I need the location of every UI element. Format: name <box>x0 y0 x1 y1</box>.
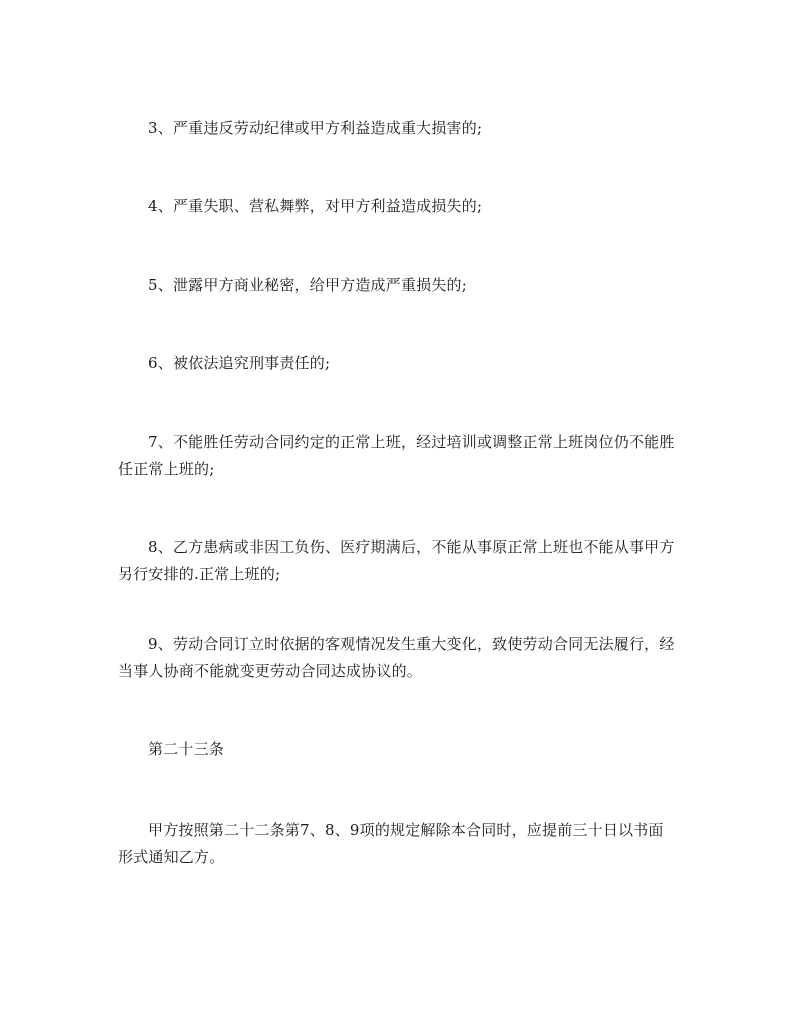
clause-item-4: 4、严重失职、营私舞弊，对甲方利益造成损失的; <box>148 197 483 215</box>
article-heading: 第二十三条 <box>148 740 225 758</box>
clause-item-7: 7、不能胜任劳动合同约定的正常上班，经过培训或调整正常上班岗位仍不能胜任正常上班的; <box>118 433 675 478</box>
article-body: 甲方按照第二十二条第7、8、9项的规定解除本合同时，应提前三十日以书面形式通知乙方。 <box>118 821 664 866</box>
clause-item-9: 9、劳动合同订立时依据的客观情况发生重大变化，致使劳动合同无法履行，经当事人协商不能就变更劳动合同达成协议的。 <box>118 635 675 680</box>
clause-item-6: 6、被依法追究刑事责任的; <box>148 354 331 372</box>
clause-item-8: 8、乙方患病或非因工负伤、医疗期满后，不能从事原正常上班也不能从事甲方另行安排的.正常上班的; <box>118 538 675 583</box>
clause-item-5: 5、泄露甲方商业秘密，给甲方造成严重损失的; <box>148 276 467 294</box>
clause-item-3: 3、严重违反劳动纪律或甲方利益造成重大损害的; <box>148 119 483 137</box>
